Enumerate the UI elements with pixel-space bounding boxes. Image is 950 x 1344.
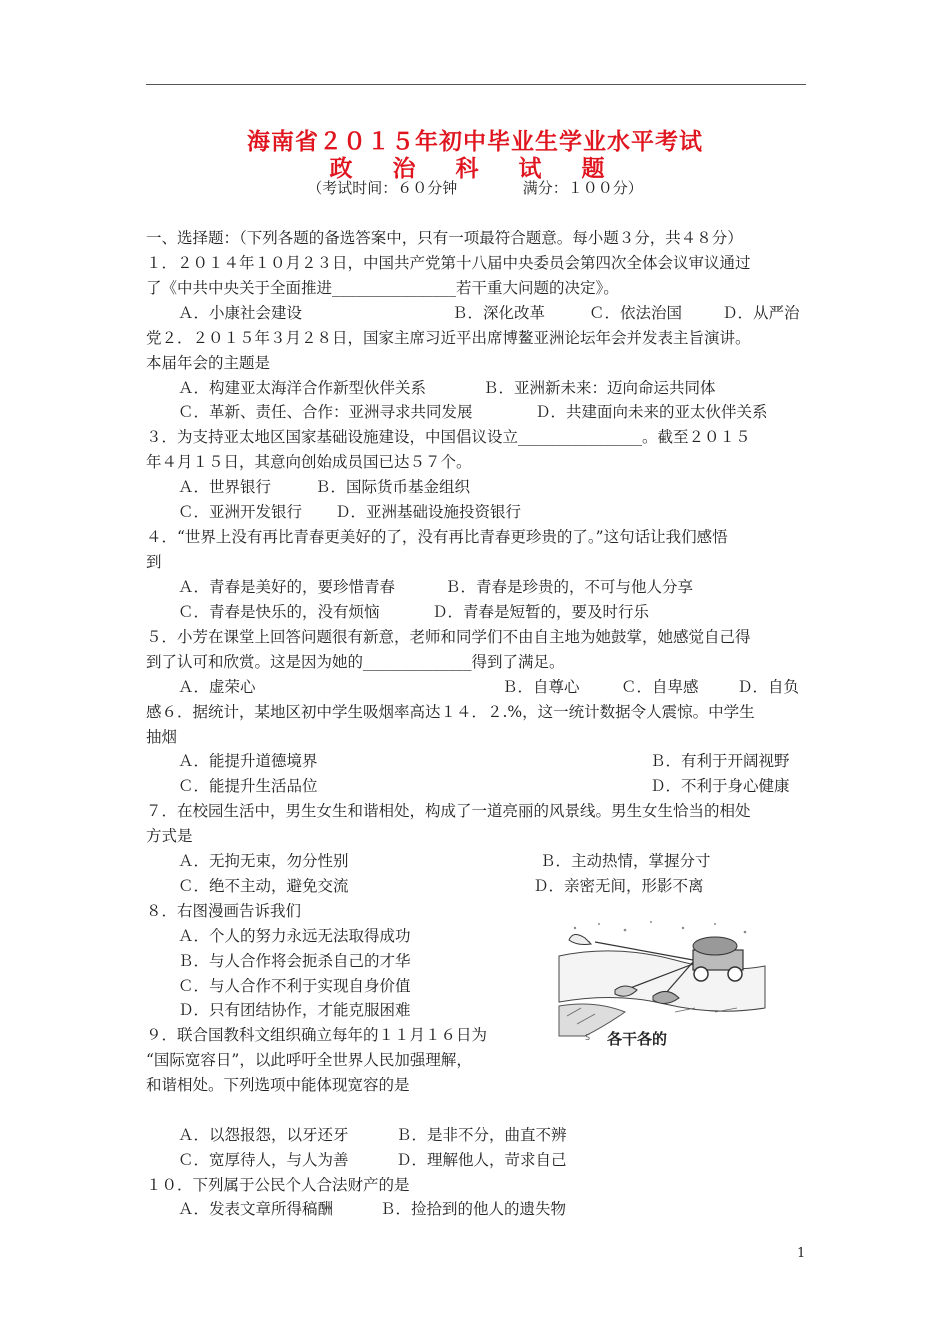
q1-option-b: Ｂ．深化改革: [452, 304, 546, 322]
q8-option-d: Ｄ．只有团结协作，才能克服困难: [178, 1001, 411, 1019]
q1-option-a: Ａ．小康社会建设: [178, 304, 303, 322]
q10-line1: １０．下列属于公民个人合法财产的是: [146, 1176, 410, 1194]
q5-line2: 到了认可和欣赏。这是因为她的______________得到了满足。: [146, 653, 565, 671]
q2-option-a: Ａ．构建亚太海洋合作新型伙伴关系: [178, 379, 427, 397]
q10-option-b: Ｂ．捡拾到的他人的遗失物: [380, 1200, 567, 1218]
q5-line1: ５．小芳在课堂上回答问题很有新意，老师和同学们不由自主地为她鼓掌，她感觉自己得: [146, 628, 751, 646]
q4-option-b: Ｂ．青春是珍贵的，不可与他人分享: [445, 578, 694, 596]
q7-option-b: Ｂ．主动热情，掌握分寸: [540, 852, 711, 870]
svg-text:S: S: [585, 1033, 591, 1042]
q4-option-c: Ｃ．青春是快乐的，没有烦恼: [178, 603, 380, 621]
q3-line2: 年４月１５日，其意向创始成员国已达５７个。: [146, 453, 472, 471]
exam-subject: 政 治 科 试 题: [329, 155, 621, 182]
q5-option-a: Ａ．虚荣心: [178, 678, 256, 696]
page-number: 1: [797, 1246, 806, 1261]
q1-line1: １．２０１４年１０月２３日，中国共产党第十八届中央委员会第四次全体会议审议通过: [146, 254, 751, 272]
q4-line1: ４．“世界上没有再比青春更美好的了，没有再比青春更珍贵的了。”这句话让我们感悟: [146, 528, 728, 546]
q9-line1: ９．联合国教科文组织确立每年的１１月１６日为: [146, 1026, 488, 1044]
q9-line3: 和谐相处。下列选项中能体现宽容的是: [146, 1076, 410, 1094]
q9-line2: “国际宽容日”，以此呼吁全世界人民加强理解，: [146, 1051, 472, 1069]
q9-option-a: Ａ．以怨报怨，以牙还牙: [178, 1126, 349, 1144]
section-heading: 一、选择题：（下列各题的备选答案中，只有一项最符合题意。每小题３分，共４８分）: [146, 229, 743, 247]
q3-option-d: Ｄ．亚洲基础设施投资银行: [335, 503, 522, 521]
q5-option-d: Ｄ．自负: [737, 678, 800, 696]
q8-option-b: Ｂ．与人合作将会扼杀自己的才华: [178, 952, 411, 970]
cartoon-figure: [555, 916, 769, 1052]
q3-line1: ３．为支持亚太地区国家基础设施建设，中国倡议设立________________。截至２０１５: [146, 428, 751, 446]
q2-option-c: Ｃ．革新、责任、合作：亚洲寻求共同发展: [178, 403, 473, 421]
q9-option-d: Ｄ．理解他人，苛求自己: [396, 1151, 567, 1169]
q4-line2: 到: [146, 553, 162, 571]
exam-title: 海南省２０１５年初中毕业生学业水平考试: [247, 128, 703, 155]
q7-option-c: Ｃ．绝不主动，避免交流: [178, 877, 349, 895]
q6-line1: 感６．据统计，某地区初中学生吸烟率高达１４．２.%，这一统计数据令人震惊。中学生: [146, 703, 755, 721]
q9-option-b: Ｂ．是非不分，曲直不辨: [396, 1126, 567, 1144]
q5-option-b: Ｂ．自尊心: [502, 678, 580, 696]
q4-option-a: Ａ．青春是美好的，要珍惜青春: [178, 578, 396, 596]
exam-time: （考试时间：６０分钟: [307, 179, 458, 197]
q7-option-d: Ｄ．亲密无间，形影不离: [533, 877, 704, 895]
q2-line2: 本届年会的主题是: [146, 354, 271, 372]
q6-line2: 抽烟: [146, 728, 178, 746]
q1-option-c: Ｃ．依法治国: [589, 304, 683, 322]
q8-option-c: Ｃ．与人合作不利于实现自身价值: [178, 977, 411, 995]
q2-option-d: Ｄ．共建面向未来的亚太伙伴关系: [535, 403, 768, 421]
q6-option-b: Ｂ．有利于开阔视野: [650, 752, 790, 770]
q10-option-a: Ａ．发表文章所得稿酬: [178, 1200, 334, 1218]
exam-info: [0, 177, 950, 198]
q3-option-b: Ｂ．国际货币基金组织: [315, 478, 471, 496]
q6-option-a: Ａ．能提升道德境界: [178, 752, 318, 770]
q1-option-d: Ｄ．从严治: [722, 304, 800, 322]
q5-option-c: Ｃ．自卑感: [621, 678, 699, 696]
q8-option-a: Ａ．个人的努力永远无法取得成功: [178, 927, 411, 945]
q7-line2: 方式是: [146, 827, 193, 845]
q4-option-d: Ｄ．青春是短暂的，要及时行乐: [432, 603, 650, 621]
q2-line1: 党２．２０１５年３月２８日，国家主席习近平出席博鳌亚洲论坛年会并发表主旨演讲。: [146, 329, 751, 347]
cartoon-caption: 各干各的: [607, 1030, 668, 1048]
q2-option-b: Ｂ．亚洲新未来：迈向命运共同体: [483, 379, 716, 397]
q3-option-c: Ｃ．亚洲开发银行: [178, 503, 303, 521]
q6-option-c: Ｃ．能提升生活品位: [178, 777, 318, 795]
q8-line1: ８．右图漫画告诉我们: [146, 902, 302, 920]
q9-option-c: Ｃ．宽厚待人，与人为善: [178, 1151, 349, 1169]
header-rule: [146, 84, 806, 85]
q1-line2: 了《中共中央关于全面推进________________若干重大问题的决定》。: [146, 279, 619, 297]
q6-option-d: Ｄ．不利于身心健康: [650, 777, 790, 795]
q3-option-a: Ａ．世界银行: [178, 478, 272, 496]
q7-line1: ７．在校园生活中，男生女生和谐相处，构成了一道亮丽的风景线。男生女生恰当的相处: [146, 802, 751, 820]
q7-option-a: Ａ．无拘无束，勿分性别: [178, 852, 349, 870]
full-score: 满分：１００分）: [522, 179, 643, 197]
